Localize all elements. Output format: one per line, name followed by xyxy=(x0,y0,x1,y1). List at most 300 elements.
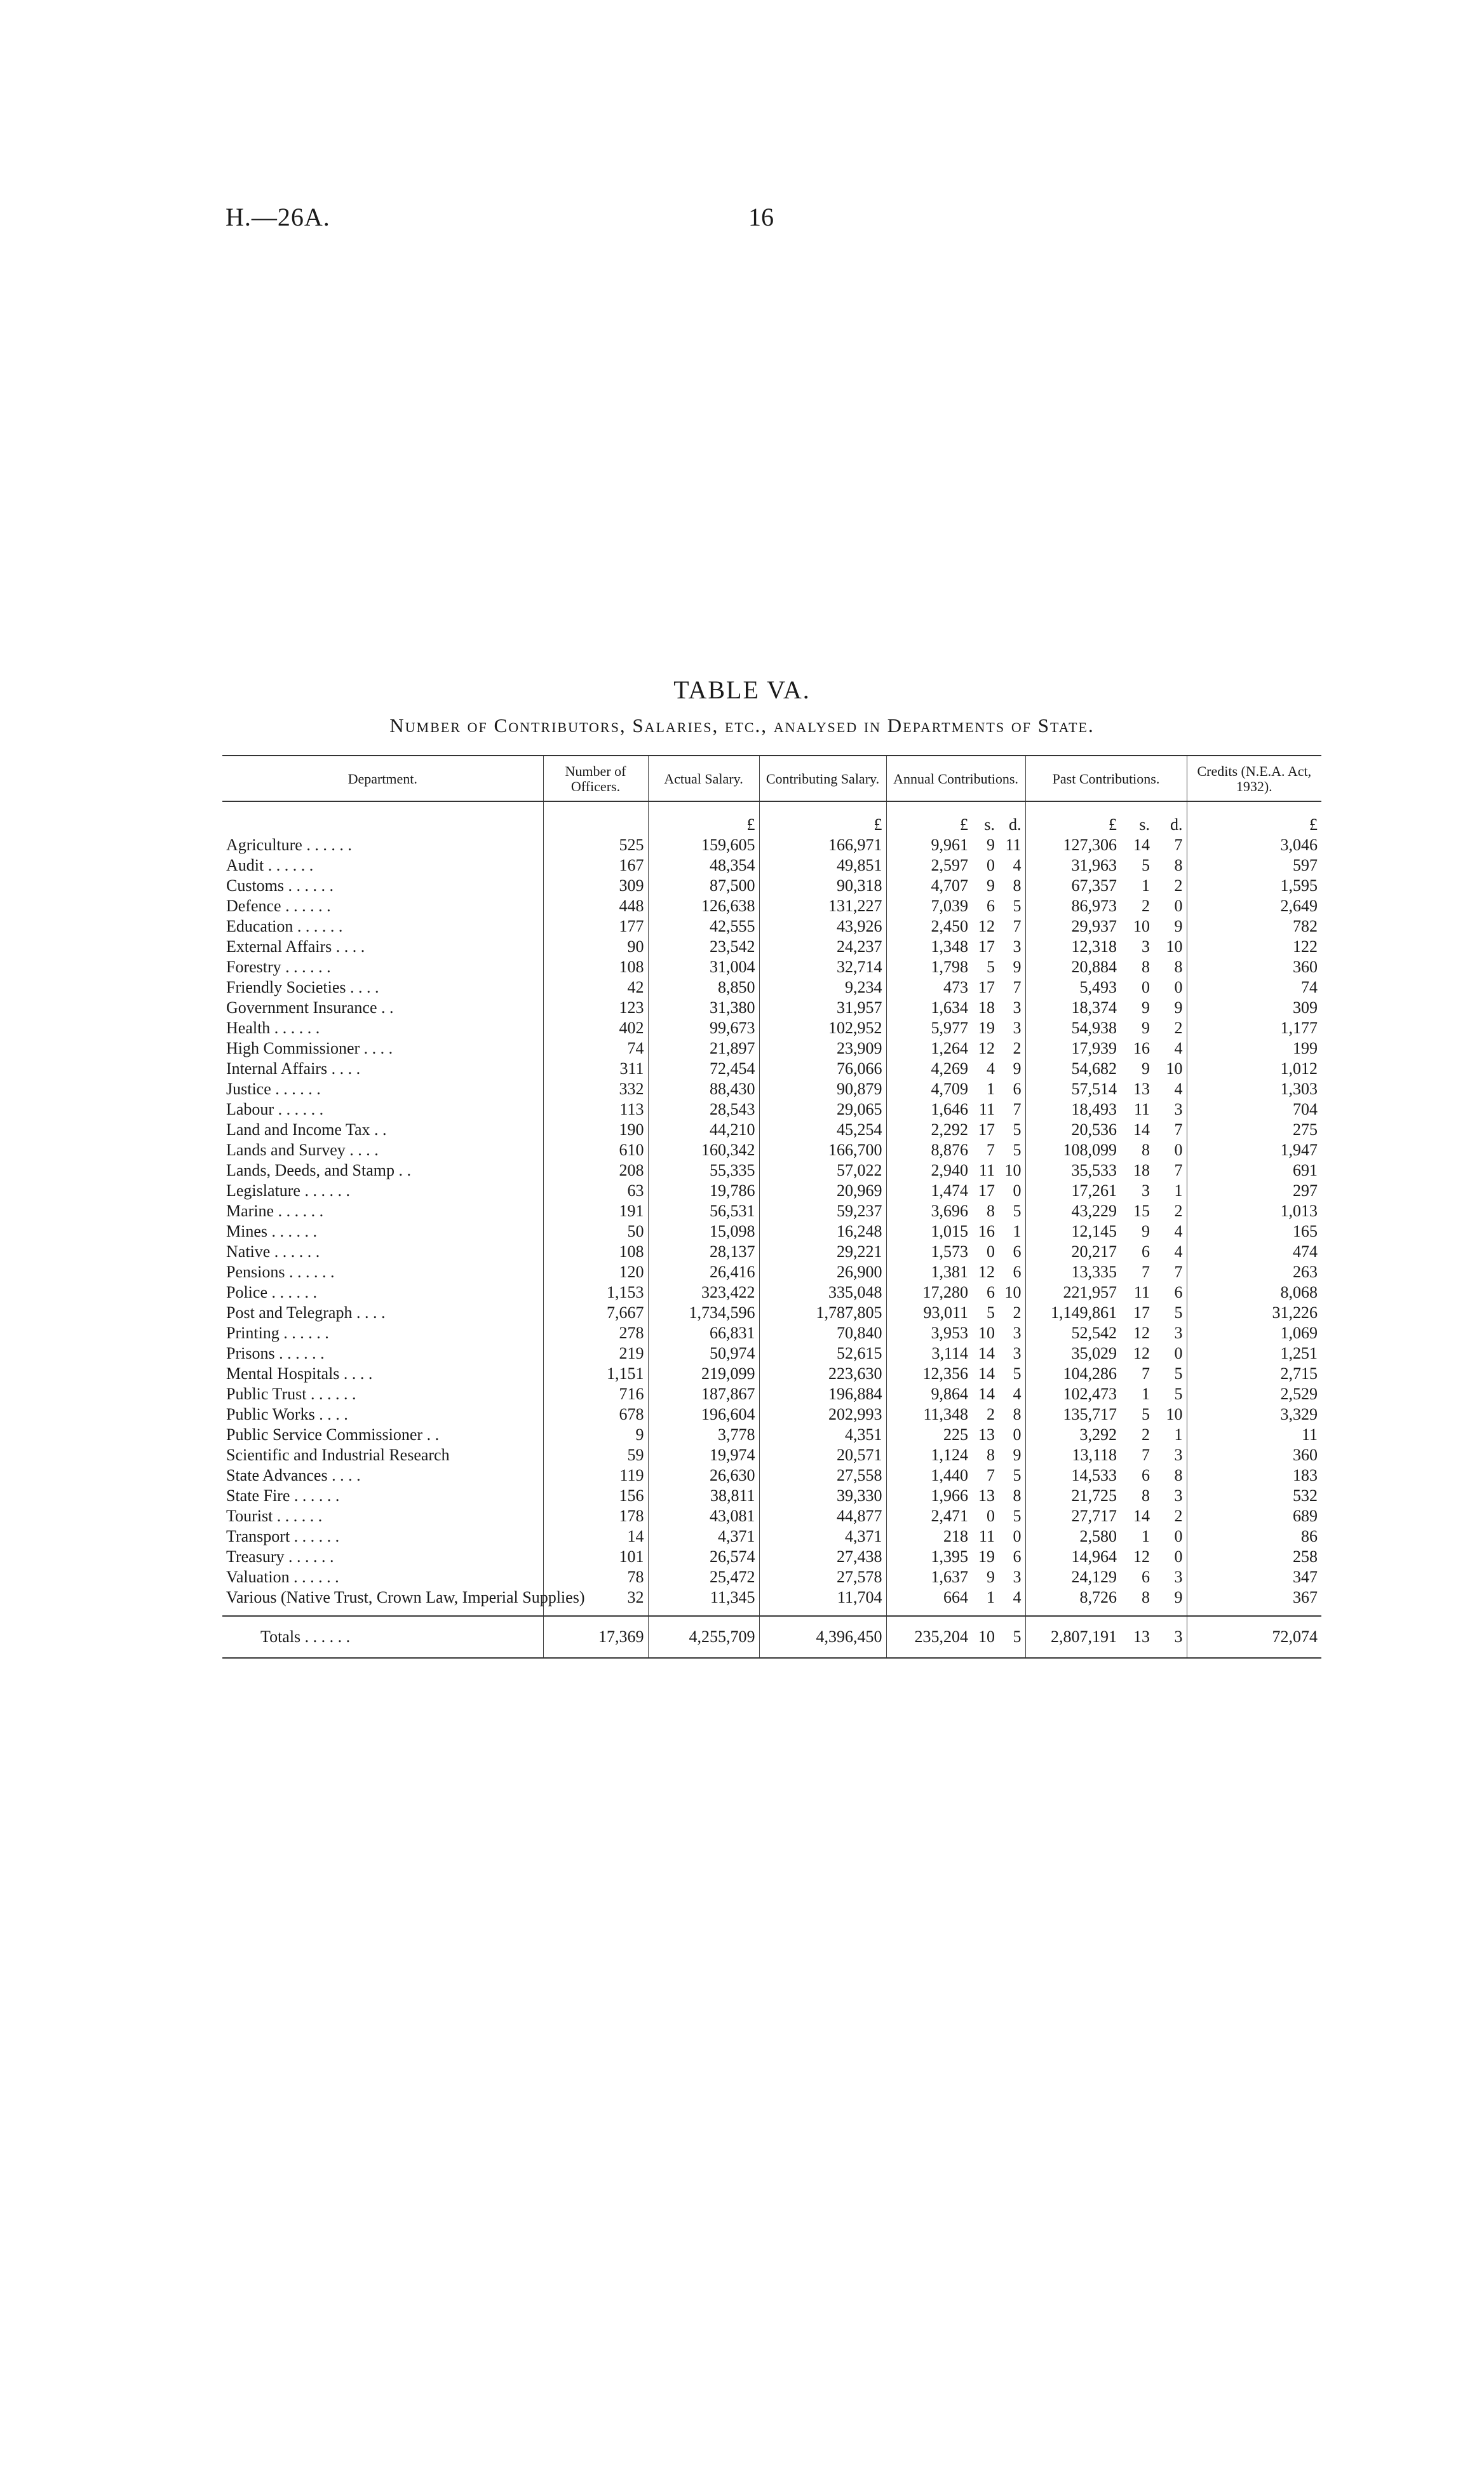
credits-cell: 597 xyxy=(1187,855,1321,876)
actual-salary-cell: 87,500 xyxy=(648,876,759,896)
department-cell: State Advances . . . . xyxy=(226,1466,361,1484)
annual-shillings-cell: 11 xyxy=(978,1100,995,1118)
annual-shillings-cell: 10 xyxy=(978,1324,995,1342)
department-cell: Tourist . . . . . . xyxy=(226,1507,323,1525)
department-cell: Native . . . . . . xyxy=(226,1242,320,1261)
past-pounds-cell: 31,963 xyxy=(1025,855,1121,876)
table-row xyxy=(222,1323,1321,1343)
contributing-salary-cell: 49,851 xyxy=(759,855,886,876)
past-pence-cell: 7 xyxy=(1174,1263,1183,1281)
totals-past-shillings: 13 xyxy=(1121,1616,1154,1658)
credits-cell: 691 xyxy=(1187,1160,1321,1181)
department-cell: Mines . . . . . . xyxy=(226,1222,317,1240)
officers-cell: 14 xyxy=(543,1526,648,1547)
annual-pounds-cell: 225 xyxy=(886,1425,972,1445)
past-shillings-cell: 9 xyxy=(1142,998,1150,1017)
annual-pence-cell: 6 xyxy=(1013,1263,1022,1281)
annual-pence-cell: 5 xyxy=(1013,1466,1022,1484)
department-cell: Internal Affairs . . . . xyxy=(226,1059,361,1078)
annual-pounds-cell: 4,709 xyxy=(886,1079,972,1099)
department-cell: Various (Native Trust, Crown Law, Imperial Supplies) xyxy=(226,1588,585,1606)
credits-cell: 31,226 xyxy=(1187,1303,1321,1323)
unit-annual-pounds: £ xyxy=(886,801,972,835)
department-cell: Mental Hospitals . . . . xyxy=(226,1364,373,1383)
table-row xyxy=(222,1364,1321,1384)
officers-cell: 78 xyxy=(543,1567,648,1587)
annual-shillings-cell: 9 xyxy=(987,876,995,895)
past-shillings-cell: 6 xyxy=(1142,1242,1150,1261)
totals-annual-pounds: 235,204 xyxy=(886,1616,972,1658)
actual-salary-cell: 55,335 xyxy=(648,1160,759,1181)
officers-cell: 101 xyxy=(543,1547,648,1567)
past-shillings-cell: 8 xyxy=(1142,958,1150,976)
department-cell: Justice . . . . . . xyxy=(226,1080,321,1098)
actual-salary-cell: 42,555 xyxy=(648,916,759,937)
spacer-cell xyxy=(886,1608,972,1616)
past-shillings-cell: 8 xyxy=(1142,1141,1150,1159)
contributing-salary-cell: 52,615 xyxy=(759,1343,886,1364)
annual-pounds-cell: 17,280 xyxy=(886,1282,972,1303)
officers-cell: 208 xyxy=(543,1160,648,1181)
annual-shillings-cell: 12 xyxy=(978,917,995,935)
actual-salary-cell: 26,416 xyxy=(648,1262,759,1282)
annual-shillings-cell: 17 xyxy=(978,978,995,996)
unit-past-pounds: £ xyxy=(1025,801,1121,835)
totals-row xyxy=(222,1616,1321,1658)
officers-cell: 120 xyxy=(543,1262,648,1282)
annual-pence-cell: 8 xyxy=(1013,876,1022,895)
past-pence-cell: 0 xyxy=(1174,1527,1183,1545)
actual-salary-cell: 48,354 xyxy=(648,855,759,876)
table-row xyxy=(222,957,1321,977)
annual-shillings-cell: 1 xyxy=(987,1080,995,1098)
annual-pence-cell: 5 xyxy=(1013,1120,1022,1139)
past-pence-cell: 5 xyxy=(1174,1385,1183,1403)
spacer-cell xyxy=(648,1608,759,1616)
totals-credits: 72,074 xyxy=(1187,1616,1321,1658)
officers-cell: 50 xyxy=(543,1221,648,1242)
annual-shillings-cell: 13 xyxy=(978,1425,995,1444)
credits-cell: 2,529 xyxy=(1187,1384,1321,1404)
past-pence-cell: 4 xyxy=(1174,1242,1183,1261)
annual-pence-cell: 5 xyxy=(1013,897,1022,915)
contributing-salary-cell: 9,234 xyxy=(759,977,886,998)
credits-cell: 474 xyxy=(1187,1242,1321,1262)
contributing-salary-cell: 202,993 xyxy=(759,1404,886,1425)
annual-pounds-cell: 7,039 xyxy=(886,896,972,916)
table-row xyxy=(222,998,1321,1018)
annual-shillings-cell: 9 xyxy=(987,836,995,854)
past-pounds-cell: 86,973 xyxy=(1025,896,1121,916)
officers-cell: 278 xyxy=(543,1323,648,1343)
past-pence-cell: 8 xyxy=(1174,958,1183,976)
officers-cell: 63 xyxy=(543,1181,648,1201)
actual-salary-cell: 196,604 xyxy=(648,1404,759,1425)
past-pounds-cell: 20,217 xyxy=(1025,1242,1121,1262)
contributing-salary-cell: 45,254 xyxy=(759,1120,886,1140)
actual-salary-cell: 31,380 xyxy=(648,998,759,1018)
annual-shillings-cell: 18 xyxy=(978,998,995,1017)
unit-actual: £ xyxy=(648,801,759,835)
annual-shillings-cell: 8 xyxy=(987,1446,995,1464)
past-pence-cell: 10 xyxy=(1166,937,1183,956)
officers-cell: 108 xyxy=(543,957,648,977)
contributing-salary-cell: 196,884 xyxy=(759,1384,886,1404)
table-row xyxy=(222,1282,1321,1303)
officers-cell: 1,151 xyxy=(543,1364,648,1384)
annual-pounds-cell: 8,876 xyxy=(886,1140,972,1160)
department-cell: Post and Telegraph . . . . xyxy=(226,1303,386,1322)
past-pence-cell: 1 xyxy=(1174,1425,1183,1444)
actual-salary-cell: 11,345 xyxy=(648,1587,759,1608)
annual-pounds-cell: 1,634 xyxy=(886,998,972,1018)
spacer-cell xyxy=(222,1608,543,1616)
past-shillings-cell: 1 xyxy=(1142,1385,1150,1403)
past-pence-cell: 4 xyxy=(1174,1222,1183,1240)
unit-credits: £ xyxy=(1187,801,1321,835)
units-blank xyxy=(222,801,543,835)
credits-cell: 532 xyxy=(1187,1486,1321,1506)
annual-shillings-cell: 2 xyxy=(987,1405,995,1423)
actual-salary-cell: 159,605 xyxy=(648,835,759,855)
department-cell: External Affairs . . . . xyxy=(226,937,365,956)
department-cell: Lands and Survey . . . . xyxy=(226,1141,379,1159)
table-row xyxy=(222,1587,1321,1608)
past-shillings-cell: 0 xyxy=(1142,978,1150,996)
table-row xyxy=(222,835,1321,855)
officers-cell: 1,153 xyxy=(543,1282,648,1303)
past-pence-cell: 5 xyxy=(1174,1364,1183,1383)
spacer-cell xyxy=(999,1608,1025,1616)
actual-salary-cell: 4,371 xyxy=(648,1526,759,1547)
table-row xyxy=(222,1262,1321,1282)
annual-shillings-cell: 5 xyxy=(987,958,995,976)
past-shillings-cell: 8 xyxy=(1142,1486,1150,1505)
department-cell: Treasury . . . . . . xyxy=(226,1547,334,1566)
past-pounds-cell: 13,118 xyxy=(1025,1445,1121,1465)
annual-pounds-cell: 2,597 xyxy=(886,855,972,876)
spacer-cell xyxy=(543,1608,648,1616)
department-cell: Legislature . . . . . . xyxy=(226,1181,350,1200)
past-pence-cell: 7 xyxy=(1174,1120,1183,1139)
annual-shillings-cell: 11 xyxy=(978,1527,995,1545)
past-shillings-cell: 17 xyxy=(1133,1303,1150,1322)
actual-salary-cell: 31,004 xyxy=(648,957,759,977)
past-pence-cell: 0 xyxy=(1174,1141,1183,1159)
actual-salary-cell: 8,850 xyxy=(648,977,759,998)
credits-cell: 1,947 xyxy=(1187,1140,1321,1160)
actual-salary-cell: 3,778 xyxy=(648,1425,759,1445)
credits-cell: 3,046 xyxy=(1187,835,1321,855)
past-pounds-cell: 21,725 xyxy=(1025,1486,1121,1506)
annual-shillings-cell: 11 xyxy=(978,1161,995,1179)
annual-pence-cell: 10 xyxy=(1004,1283,1022,1301)
annual-pence-cell: 8 xyxy=(1013,1405,1022,1423)
past-pence-cell: 4 xyxy=(1174,1080,1183,1098)
past-pence-cell: 3 xyxy=(1174,1486,1183,1505)
past-pounds-cell: 13,335 xyxy=(1025,1262,1121,1282)
past-pounds-cell: 43,229 xyxy=(1025,1201,1121,1221)
credits-cell: 360 xyxy=(1187,1445,1321,1465)
officers-cell: 610 xyxy=(543,1140,648,1160)
annual-pounds-cell: 1,646 xyxy=(886,1099,972,1120)
past-pence-cell: 7 xyxy=(1174,1161,1183,1179)
actual-salary-cell: 99,673 xyxy=(648,1018,759,1038)
officers-cell: 156 xyxy=(543,1486,648,1506)
department-cell: Police . . . . . . xyxy=(226,1283,317,1301)
credits-cell: 258 xyxy=(1187,1547,1321,1567)
table-row xyxy=(222,1567,1321,1587)
table-row xyxy=(222,1445,1321,1465)
table-row xyxy=(222,1506,1321,1526)
past-shillings-cell: 9 xyxy=(1142,1059,1150,1078)
past-pence-cell: 4 xyxy=(1174,1039,1183,1057)
past-shillings-cell: 11 xyxy=(1133,1283,1150,1301)
annual-pounds-cell: 4,269 xyxy=(886,1059,972,1079)
annual-pence-cell: 6 xyxy=(1013,1080,1022,1098)
officers-cell: 108 xyxy=(543,1242,648,1262)
annual-pence-cell: 9 xyxy=(1013,1059,1022,1078)
annual-pence-cell: 7 xyxy=(1013,1100,1022,1118)
spacer-cell xyxy=(1187,1608,1321,1616)
credits-cell: 74 xyxy=(1187,977,1321,998)
past-pounds-cell: 221,957 xyxy=(1025,1282,1121,1303)
contributing-salary-cell: 335,048 xyxy=(759,1282,886,1303)
past-pence-cell: 2 xyxy=(1174,1507,1183,1525)
contributing-salary-cell: 27,558 xyxy=(759,1465,886,1486)
annual-pounds-cell: 1,798 xyxy=(886,957,972,977)
contributing-salary-cell: 76,066 xyxy=(759,1059,886,1079)
credits-cell: 347 xyxy=(1187,1567,1321,1587)
spacer-cell xyxy=(1025,1608,1121,1616)
actual-salary-cell: 21,897 xyxy=(648,1038,759,1059)
annual-pence-cell: 9 xyxy=(1013,1446,1022,1464)
past-pounds-cell: 35,029 xyxy=(1025,1343,1121,1364)
annual-pence-cell: 2 xyxy=(1013,1303,1022,1322)
officers-cell: 678 xyxy=(543,1404,648,1425)
past-shillings-cell: 12 xyxy=(1133,1547,1150,1566)
totals-past-pence: 3 xyxy=(1154,1616,1187,1658)
past-pounds-cell: 54,938 xyxy=(1025,1018,1121,1038)
department-cell: State Fire . . . . . . xyxy=(226,1486,340,1505)
unit-contributing: £ xyxy=(759,801,886,835)
contributing-salary-cell: 43,926 xyxy=(759,916,886,937)
past-shillings-cell: 10 xyxy=(1133,917,1150,935)
actual-salary-cell: 26,574 xyxy=(648,1547,759,1567)
totals-contributing-salary: 4,396,450 xyxy=(759,1616,886,1658)
annual-shillings-cell: 14 xyxy=(978,1344,995,1362)
credits-cell: 1,013 xyxy=(1187,1201,1321,1221)
header-past-contributions: Past Contributions. xyxy=(1025,756,1187,801)
contributing-salary-cell: 166,971 xyxy=(759,835,886,855)
department-cell: Printing . . . . . . xyxy=(226,1324,329,1342)
annual-shillings-cell: 14 xyxy=(978,1385,995,1403)
annual-shillings-cell: 17 xyxy=(978,937,995,956)
actual-salary-cell: 23,542 xyxy=(648,937,759,957)
contributing-salary-cell: 20,571 xyxy=(759,1445,886,1465)
past-pence-cell: 8 xyxy=(1174,1466,1183,1484)
credits-cell: 183 xyxy=(1187,1465,1321,1486)
past-pounds-cell: 67,357 xyxy=(1025,876,1121,896)
totals-label: Totals . . . . . . xyxy=(222,1616,543,1658)
department-cell: Public Service Commissioner . . xyxy=(226,1425,440,1444)
past-pounds-cell: 18,493 xyxy=(1025,1099,1121,1120)
annual-pounds-cell: 3,953 xyxy=(886,1323,972,1343)
credits-cell: 704 xyxy=(1187,1099,1321,1120)
credits-cell: 2,649 xyxy=(1187,896,1321,916)
past-pounds-cell: 12,145 xyxy=(1025,1221,1121,1242)
annual-pence-cell: 3 xyxy=(1013,1568,1022,1586)
contributing-salary-cell: 23,909 xyxy=(759,1038,886,1059)
department-cell: Prisons . . . . . . xyxy=(226,1344,325,1362)
department-cell: Forestry . . . . . . xyxy=(226,958,331,976)
past-shillings-cell: 9 xyxy=(1142,1222,1150,1240)
past-pence-cell: 10 xyxy=(1166,1405,1183,1423)
annual-pence-cell: 3 xyxy=(1013,1019,1022,1037)
past-pence-cell: 9 xyxy=(1174,1588,1183,1606)
past-pounds-cell: 12,318 xyxy=(1025,937,1121,957)
past-pounds-cell: 108,099 xyxy=(1025,1140,1121,1160)
department-cell: Public Trust . . . . . . xyxy=(226,1385,356,1403)
table-row xyxy=(222,1303,1321,1323)
past-shillings-cell: 14 xyxy=(1133,836,1150,854)
units-officers xyxy=(543,801,648,835)
table-container xyxy=(222,755,1321,1659)
credits-cell: 782 xyxy=(1187,916,1321,937)
actual-salary-cell: 15,098 xyxy=(648,1221,759,1242)
annual-shillings-cell: 13 xyxy=(978,1486,995,1505)
annual-pence-cell: 0 xyxy=(1013,1527,1022,1545)
past-pence-cell: 5 xyxy=(1174,1303,1183,1322)
annual-pounds-cell: 3,696 xyxy=(886,1201,972,1221)
past-pounds-cell: 54,682 xyxy=(1025,1059,1121,1079)
actual-salary-cell: 219,099 xyxy=(648,1364,759,1384)
department-cell: Public Works . . . . xyxy=(226,1405,348,1423)
past-shillings-cell: 3 xyxy=(1142,1181,1150,1200)
past-pounds-cell: 20,536 xyxy=(1025,1120,1121,1140)
annual-pounds-cell: 9,864 xyxy=(886,1384,972,1404)
past-shillings-cell: 5 xyxy=(1142,856,1150,874)
annual-pence-cell: 3 xyxy=(1013,1324,1022,1342)
credits-cell: 297 xyxy=(1187,1181,1321,1201)
unit-past-shillings: s. xyxy=(1139,815,1150,834)
officers-cell: 113 xyxy=(543,1099,648,1120)
table-row xyxy=(222,1486,1321,1506)
table-row xyxy=(222,896,1321,916)
past-pence-cell: 1 xyxy=(1174,1181,1183,1200)
department-cell: Land and Income Tax . . xyxy=(226,1120,387,1139)
department-cell: Defence . . . . . . xyxy=(226,897,331,915)
annual-pounds-cell: 2,450 xyxy=(886,916,972,937)
table-row xyxy=(222,1547,1321,1567)
annual-pounds-cell: 1,381 xyxy=(886,1262,972,1282)
credits-cell: 1,251 xyxy=(1187,1343,1321,1364)
annual-pence-cell: 4 xyxy=(1013,1588,1022,1606)
table-row xyxy=(222,1465,1321,1486)
annual-shillings-cell: 7 xyxy=(987,1466,995,1484)
past-shillings-cell: 3 xyxy=(1142,937,1150,956)
annual-pounds-cell: 3,114 xyxy=(886,1343,972,1364)
past-pounds-cell: 18,374 xyxy=(1025,998,1121,1018)
department-cell: Pensions . . . . . . xyxy=(226,1263,335,1281)
officers-cell: 167 xyxy=(543,855,648,876)
contributing-salary-cell: 39,330 xyxy=(759,1486,886,1506)
annual-pence-cell: 5 xyxy=(1013,1141,1022,1159)
officers-cell: 332 xyxy=(543,1079,648,1099)
actual-salary-cell: 28,543 xyxy=(648,1099,759,1120)
past-pounds-cell: 5,493 xyxy=(1025,977,1121,998)
annual-pence-cell: 7 xyxy=(1013,917,1022,935)
annual-shillings-cell: 17 xyxy=(978,1181,995,1200)
annual-pence-cell: 0 xyxy=(1013,1181,1022,1200)
annual-pounds-cell: 2,940 xyxy=(886,1160,972,1181)
unit-past-pence: d. xyxy=(1170,815,1183,834)
past-pounds-cell: 20,884 xyxy=(1025,957,1121,977)
officers-cell: 716 xyxy=(543,1384,648,1404)
past-shillings-cell: 18 xyxy=(1133,1161,1150,1179)
actual-salary-cell: 323,422 xyxy=(648,1282,759,1303)
past-pounds-cell: 14,533 xyxy=(1025,1465,1121,1486)
credits-cell: 263 xyxy=(1187,1262,1321,1282)
past-shillings-cell: 9 xyxy=(1142,1019,1150,1037)
past-pounds-cell: 52,542 xyxy=(1025,1323,1121,1343)
contributing-salary-cell: 90,318 xyxy=(759,876,886,896)
contributing-salary-cell: 70,840 xyxy=(759,1323,886,1343)
officers-cell: 123 xyxy=(543,998,648,1018)
spacer-cell xyxy=(1121,1608,1154,1616)
credits-cell: 1,177 xyxy=(1187,1018,1321,1038)
past-pounds-cell: 29,937 xyxy=(1025,916,1121,937)
contributing-salary-cell: 4,371 xyxy=(759,1526,886,1547)
table-row xyxy=(222,1099,1321,1120)
department-cell: Scientific and Industrial Research xyxy=(226,1446,450,1464)
table-row xyxy=(222,1343,1321,1364)
officers-cell: 402 xyxy=(543,1018,648,1038)
annual-pounds-cell: 4,707 xyxy=(886,876,972,896)
credits-cell: 1,012 xyxy=(1187,1059,1321,1079)
credits-cell: 86 xyxy=(1187,1526,1321,1547)
past-pounds-cell: 27,717 xyxy=(1025,1506,1121,1526)
table-row xyxy=(222,876,1321,896)
officers-cell: 219 xyxy=(543,1343,648,1364)
table-row xyxy=(222,1201,1321,1221)
annual-pence-cell: 3 xyxy=(1013,937,1022,956)
actual-salary-cell: 26,630 xyxy=(648,1465,759,1486)
credits-cell: 275 xyxy=(1187,1120,1321,1140)
past-pounds-cell: 2,580 xyxy=(1025,1526,1121,1547)
past-pence-cell: 7 xyxy=(1174,836,1183,854)
table-row xyxy=(222,1526,1321,1547)
past-pence-cell: 0 xyxy=(1174,978,1183,996)
past-pence-cell: 3 xyxy=(1174,1100,1183,1118)
table-body xyxy=(222,801,1321,1608)
past-shillings-cell: 16 xyxy=(1133,1039,1150,1057)
past-pounds-cell: 24,129 xyxy=(1025,1567,1121,1587)
annual-pounds-cell: 9,961 xyxy=(886,835,972,855)
actual-salary-cell: 38,811 xyxy=(648,1486,759,1506)
table-row xyxy=(222,1404,1321,1425)
annual-pounds-cell: 1,637 xyxy=(886,1567,972,1587)
annual-pence-cell: 4 xyxy=(1013,856,1022,874)
table-row xyxy=(222,1425,1321,1445)
contributing-salary-cell: 29,065 xyxy=(759,1099,886,1120)
past-shillings-cell: 14 xyxy=(1133,1507,1150,1525)
past-pence-cell: 0 xyxy=(1174,1344,1183,1362)
header-department: Department. xyxy=(222,756,543,801)
spacer-cell xyxy=(759,1608,886,1616)
contributing-salary-cell: 1,787,805 xyxy=(759,1303,886,1323)
past-pence-cell: 2 xyxy=(1174,1019,1183,1037)
